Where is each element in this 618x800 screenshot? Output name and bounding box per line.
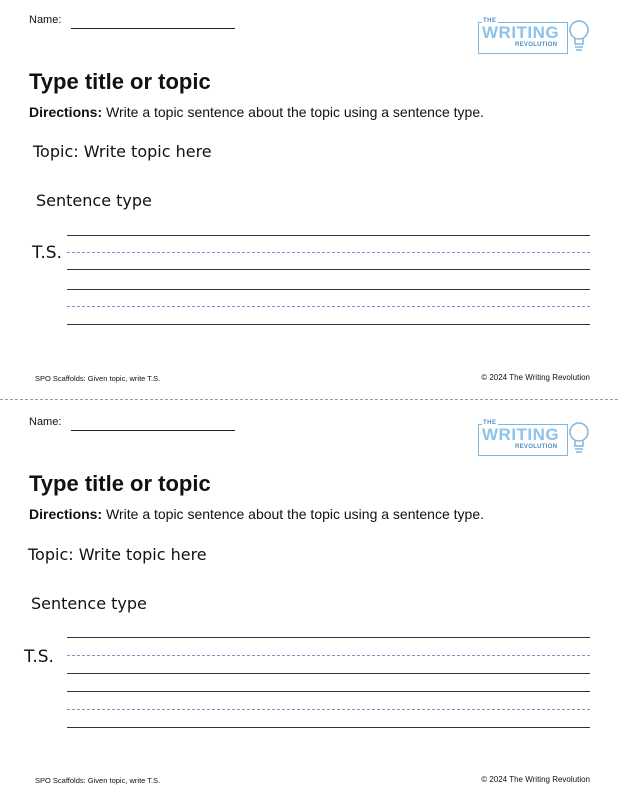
writing-line[interactable] xyxy=(67,637,590,638)
topic-text: Topic: Write topic here xyxy=(28,545,207,564)
page-title: Type title or topic xyxy=(29,471,211,496)
worksheet-2 xyxy=(0,402,618,800)
name-label: Name: xyxy=(29,416,62,428)
logo-the: THE xyxy=(483,420,497,426)
ts-label: T.S. xyxy=(24,647,54,667)
logo-word: WRITING xyxy=(482,23,560,42)
writing-line[interactable] xyxy=(67,289,590,290)
cut-line xyxy=(0,399,618,400)
writing-line[interactable] xyxy=(67,324,590,325)
directions xyxy=(29,506,484,523)
writing-guide-line xyxy=(67,655,590,656)
name-label: Name: xyxy=(29,14,62,26)
writing-guide-line xyxy=(67,709,590,710)
directions-label: Directions: xyxy=(29,104,103,120)
writing-line[interactable] xyxy=(67,691,590,692)
writing-revolution-logo xyxy=(478,418,592,458)
footer-copyright: © 2024 The Writing Revolution xyxy=(481,775,590,784)
ts-label: T.S. xyxy=(32,243,62,263)
directions-text: Write a topic sentence about the topic using a sentence type. xyxy=(102,506,484,522)
sentence-type-text: Sentence type xyxy=(31,594,147,613)
sentence-type-text: Sentence type xyxy=(36,191,152,210)
footer-left: SPO Scaffolds: Given topic, write T.S. xyxy=(35,776,161,785)
directions xyxy=(29,104,484,121)
topic-text: Topic: Write topic here xyxy=(33,142,212,161)
directions-label: Directions: xyxy=(29,506,103,522)
lightbulb-icon xyxy=(567,420,591,456)
writing-guide-line xyxy=(67,306,590,307)
writing-guide-line xyxy=(67,252,590,253)
writing-line[interactable] xyxy=(67,269,590,270)
writing-line[interactable] xyxy=(67,727,590,728)
footer-left: SPO Scaffolds: Given topic, write T.S. xyxy=(35,374,161,383)
logo-the: THE xyxy=(483,18,497,24)
worksheet-1 xyxy=(0,0,618,398)
writing-line[interactable] xyxy=(67,673,590,674)
lightbulb-icon xyxy=(567,18,591,54)
name-line[interactable] xyxy=(71,430,235,431)
writing-line[interactable] xyxy=(67,235,590,236)
logo-sub: REVOLUTION xyxy=(515,444,558,450)
writing-revolution-logo xyxy=(478,16,592,56)
directions-text: Write a topic sentence about the topic using a sentence type. xyxy=(102,104,484,120)
logo-sub: REVOLUTION xyxy=(515,42,558,48)
footer-copyright: © 2024 The Writing Revolution xyxy=(481,373,590,382)
name-line[interactable] xyxy=(71,28,235,29)
logo-word: WRITING xyxy=(482,425,560,444)
page-title: Type title or topic xyxy=(29,69,211,94)
